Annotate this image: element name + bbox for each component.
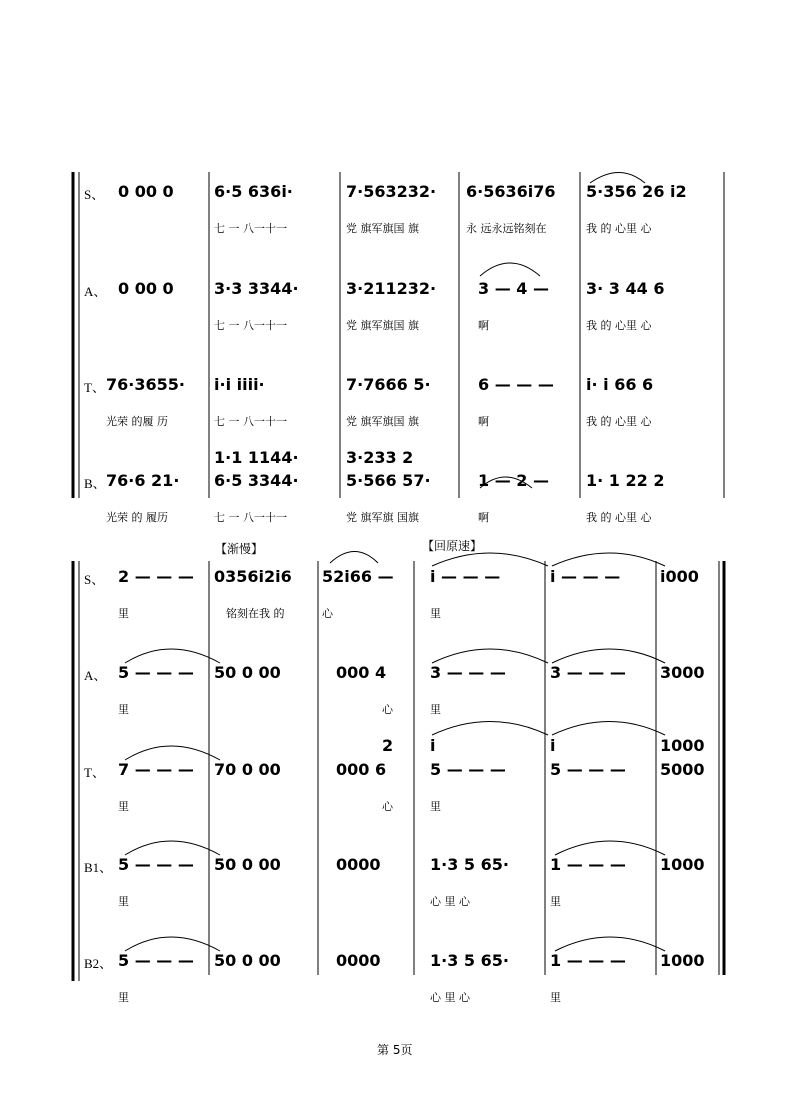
part-label: B1、: [84, 860, 113, 875]
measure: 000 6: [336, 760, 387, 779]
lyric: 七 一 八一十一: [214, 222, 287, 235]
part-label: B、: [84, 476, 106, 491]
measure: 000 4: [336, 663, 387, 682]
measure: 7 — — —: [118, 760, 194, 779]
lyric: 里: [550, 991, 561, 1004]
measure: 5 — — —: [118, 663, 194, 682]
lyric: 七 一 八一十一: [214, 319, 287, 332]
lyric: 里: [430, 800, 441, 813]
measure: 1000: [660, 951, 705, 970]
measure: 1 — 2 —: [478, 471, 549, 490]
tempo-mark: 【回原速】: [422, 539, 483, 553]
measure: 5 — — —: [430, 760, 506, 779]
lyric: 党 旗军旗国 旗: [346, 319, 419, 332]
measure: 2 — — —: [118, 567, 194, 586]
lyric: 七 一 八一十一: [214, 511, 287, 524]
slur: [552, 649, 665, 663]
measure: 0 00 0: [118, 182, 174, 201]
measure: 50 0 00: [214, 855, 281, 874]
measure: i — — —: [550, 567, 621, 586]
measure: 3000: [660, 663, 705, 682]
slur: [552, 553, 665, 566]
measure: 76·6 21·: [106, 471, 180, 490]
measure: 70 0 00: [214, 760, 281, 779]
measure: 5 — — —: [118, 855, 194, 874]
measure: i· i 66 6: [586, 375, 654, 394]
measure: 3 — — —: [430, 663, 506, 682]
measure: i — — —: [430, 567, 501, 586]
lyric: 啊: [478, 511, 489, 524]
part-label: A、: [84, 668, 107, 683]
measure: 1 — — —: [550, 855, 626, 874]
measure: 1·3 5 65·: [430, 855, 509, 874]
measure: 1· 1 22 2: [586, 471, 665, 490]
measure: 3·3 3344·: [214, 279, 299, 298]
slur: [432, 649, 548, 663]
part-label: B2、: [84, 956, 113, 971]
lyric: 里: [430, 703, 441, 716]
measure: 0 00 0: [118, 279, 174, 298]
measure: 6 — — —: [478, 375, 554, 394]
measure: 3· 3 44 6: [586, 279, 665, 298]
measure: 50 0 00: [214, 663, 281, 682]
measure: 0000: [336, 855, 381, 874]
measure: 3·211232·: [346, 279, 437, 298]
part-label: A、: [84, 284, 107, 299]
measure-upper: i: [430, 736, 436, 755]
measure: 5·566 57·: [346, 471, 431, 490]
slur: [552, 722, 665, 736]
slur: [555, 937, 665, 951]
lyric: 啊: [478, 319, 489, 332]
slur: [432, 722, 548, 736]
lyric: 里: [118, 607, 129, 620]
part-label: S、: [84, 572, 105, 587]
lyric: 里: [550, 895, 561, 908]
slur: [125, 841, 220, 855]
lyric: 里: [118, 895, 129, 908]
measure: 5 — — —: [550, 760, 626, 779]
lyric: 心: [322, 607, 333, 620]
slur: [125, 746, 220, 760]
lyric: 心 里 心: [430, 895, 470, 908]
lyric: 里: [118, 800, 129, 813]
measure: 1·3 5 65·: [430, 951, 509, 970]
lyric: 我 的 心里 心: [586, 319, 652, 332]
lyric: 我 的 心里 心: [586, 511, 652, 524]
lyric: 党 旗军旗国 旗: [346, 415, 419, 428]
lyric: 心: [382, 800, 393, 813]
measure: 7·7666 5·: [346, 375, 431, 394]
slur: [330, 552, 378, 564]
slur: [125, 937, 220, 951]
lyric: 光荣 的 履历: [106, 511, 168, 524]
lyric: 铭刻在我 的: [226, 607, 285, 620]
measure: 1 — — —: [550, 951, 626, 970]
slur: [480, 263, 540, 276]
measure-upper: 1000: [660, 736, 705, 755]
measure-upper: 3·233 2: [346, 448, 414, 467]
part-label: S、: [84, 187, 105, 202]
measure: 52i66 —: [322, 567, 394, 586]
lyric: 七 一 八一十一: [214, 415, 287, 428]
measure: 5000: [660, 760, 705, 779]
lyric: 永 远永远铭刻在: [466, 222, 547, 235]
measure: 6·5636i76: [466, 182, 556, 201]
measure-upper: 1·1 1144·: [214, 448, 299, 467]
lyric: 心: [382, 703, 393, 716]
measure: 3 — — —: [550, 663, 626, 682]
measure: i000: [660, 567, 699, 586]
lyric: 党 旗军旗 国旗: [346, 511, 419, 524]
lyric: 我 的 心里 心: [586, 415, 652, 428]
measure: 7·563232·: [346, 182, 437, 201]
part-label: T、: [84, 765, 105, 780]
lyric: 我 的 心里 心: [586, 222, 652, 235]
slur: [432, 553, 548, 566]
measure: 5 — — —: [118, 951, 194, 970]
slur: [555, 841, 665, 855]
measure: 3 — 4 —: [478, 279, 549, 298]
measure: 1000: [660, 855, 705, 874]
measure: i·i iiii·: [214, 375, 265, 394]
page-number: 第 5页: [377, 1043, 413, 1057]
measure: 0356i2i6: [214, 567, 292, 586]
lyric: 里: [118, 703, 129, 716]
lyric: 里: [118, 991, 129, 1004]
part-label: T、: [84, 380, 105, 395]
lyric: 啊: [478, 415, 489, 428]
measure: 6·5 636i·: [214, 182, 293, 201]
lyric: 光荣 的履 历: [106, 415, 168, 428]
measure: 50 0 00: [214, 951, 281, 970]
lyric: 心 里 心: [430, 991, 470, 1004]
measure-upper: 2: [382, 736, 394, 755]
tempo-mark: 【渐慢】: [215, 542, 264, 556]
lyric: 党 旗军旗国 旗: [346, 222, 419, 235]
slur: [125, 649, 220, 663]
measure: 0000: [336, 951, 381, 970]
measure: 5·356 26 i2: [586, 182, 687, 201]
measure: 6·5 3344·: [214, 471, 299, 490]
lyric: 里: [430, 607, 441, 620]
measure-upper: i: [550, 736, 556, 755]
measure: 76·3655·: [106, 375, 185, 394]
